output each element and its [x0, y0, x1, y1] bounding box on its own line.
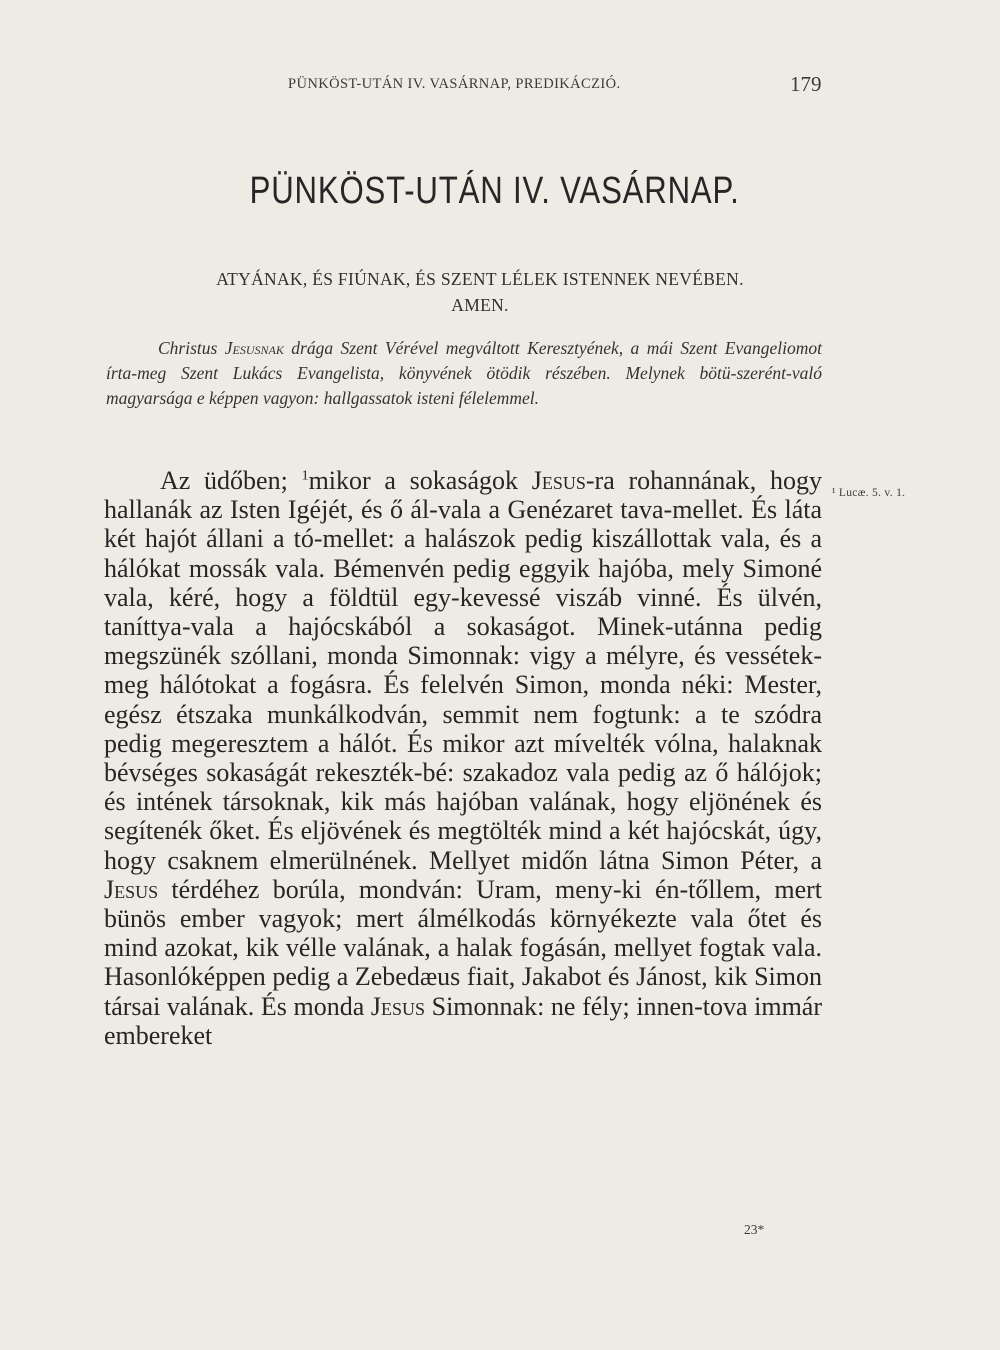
- gospel-jesus-2: Jesus: [104, 874, 159, 904]
- running-head: [0, 72, 1000, 98]
- page-title: PÜNKÖST-UTÁN IV. VASÁRNAP.: [249, 170, 740, 212]
- intro-text-1: Christus: [158, 338, 225, 358]
- gospel-text-1: Az üdőben;: [160, 466, 302, 495]
- intro-jesus: Jesusnak: [224, 338, 284, 358]
- gospel-text-4: térdéhez borúla, mondván: Uram, meny-ki én-tőllem, mert bünös ember vagyok; mert álmélkodás környékezte vala őtet és mind azokat, kik vélle valának, a halak fogásán, mellyet fogtak vala. Hasonlóképpen pedig a Zebedæus fiait, Jakabot és Jánost, kik Simon társai valának. És monda: [104, 874, 822, 1021]
- gospel-text-3: -ra rohannának, hogy hallanák az Isten Igéjét, és ő ál-vala a Genézaret tava-mellet. És láta két hajót állani a tó-mellet: a halászok pedig kiszállottak vala, és a hálókat mossák vala. Bémenvén pedig eggyik hajóba, mely Simoné vala, kéré, hogy a földtül egy-kevessé viszáb vinné. És ülvén, taníttya-vala a hajócskából a sokaságot. Minek-utánna pedig megszünék szóllani, monda Simonnak: vigy a mélyre, és vessétek-meg hálótokat a fogásra. És felelvén Simon, monda néki: Mester, egész étszaka munkálkodván, semmit nem fogtunk: a te szódra pedig megeresztem a hálót. És mikor azt mívelték vólna, halaknak bévséges sokaságát rekeszték-bé: szakadoz vala pedig az ő hálójok; és intének társoknak, kik más hajóban valának, hogy eljönének és segítenék őket. És eljövének és megtölték mind a két hajócskát, úgy, hogy csaknem elmerülnének. Mellyet midőn látna Simon Péter, a: [104, 466, 822, 875]
- invocation: [140, 266, 820, 318]
- gospel-text: [104, 466, 822, 1050]
- gospel-jesus-3: Jesus: [370, 991, 426, 1021]
- gospel-text-2: mikor a sokaságok: [308, 466, 532, 495]
- running-head-title: PÜNKÖST-UTÁN IV. VASÁRNAP, PREDIKÁCZIÓ.: [288, 76, 621, 92]
- margin-note: ¹ Lucæ. 5. v. 1.: [832, 487, 906, 499]
- invocation-line-2: AMEN.: [451, 295, 509, 315]
- gospel-text-5: Simonnak: ne fély; innen-tova immár embereket: [104, 991, 822, 1050]
- invocation-line-1: ATYÁNAK, ÉS FIÚNAK, ÉS SZENT LÉLEK ISTENNEK NEVÉBEN.: [216, 269, 744, 289]
- intro-text-2: drága Szent Vérével megváltott Keresztyének, a mái Szent Evangeliomot írta-meg Szent Lukács Evangelista, könyvének ötödik részében. Melynek bötü-szerént-való magyarsága e képpen vagyon: hallgassatok isteni félelemmel.: [106, 338, 822, 408]
- page-number: 179: [790, 72, 822, 96]
- footnote-mark: 1: [301, 468, 309, 484]
- signature-mark: 23*: [744, 1222, 765, 1237]
- gospel-jesus-1: Jesus: [531, 466, 586, 495]
- intro-paragraph: [106, 336, 822, 411]
